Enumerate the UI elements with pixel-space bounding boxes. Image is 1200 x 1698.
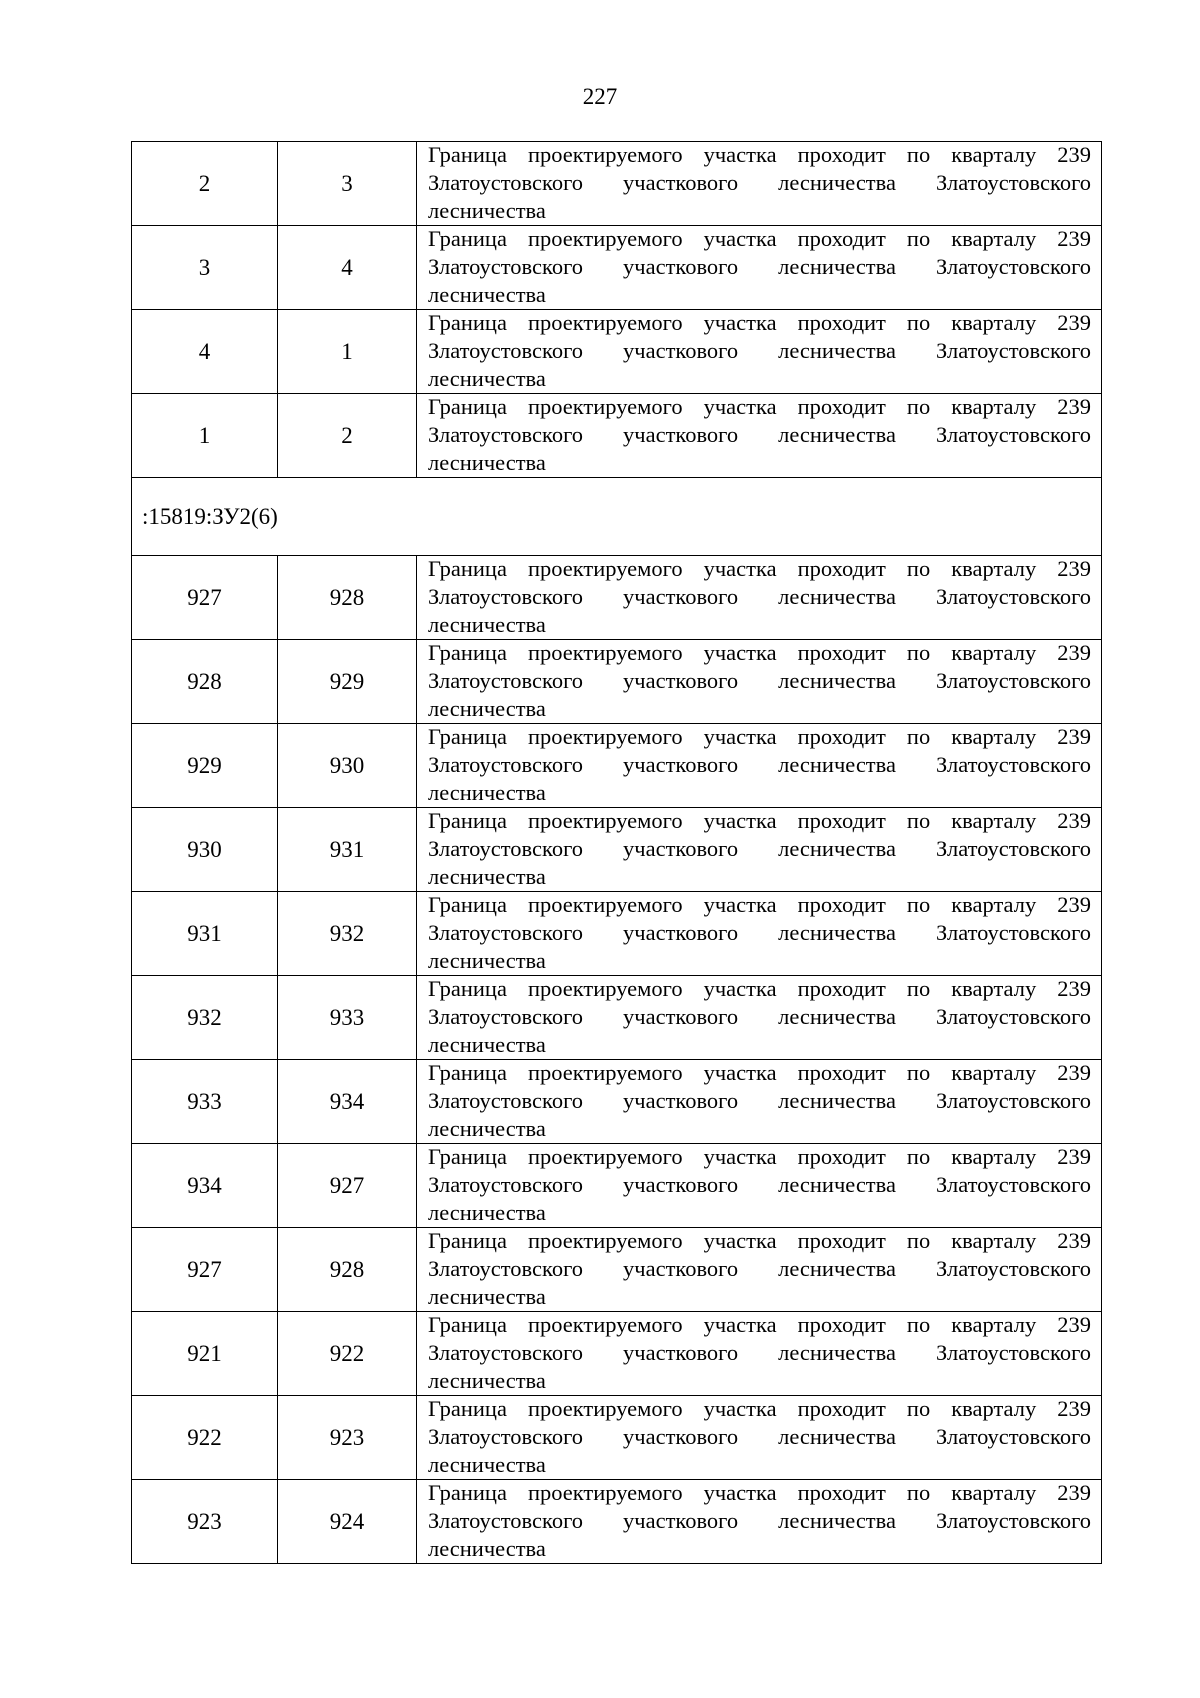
description-text: Граница проектируемого участка проходит по кварталу 239 Златоустовского участкового лесничества Златоустовского лесничества	[428, 226, 1091, 307]
boundary-table	[131, 141, 1102, 1564]
description-cell	[417, 640, 1102, 724]
description-cell	[417, 1060, 1102, 1144]
description-text: Граница проектируемого участка проходит по кварталу 239 Златоустовского участкового лесничества Златоустовского лесничества	[428, 1396, 1091, 1477]
description-text: Граница проектируемого участка проходит по кварталу 239 Златоустовского участкового лесничества Златоустовского лесничества	[428, 640, 1091, 721]
to-point-cell: 1	[278, 310, 417, 394]
description-cell	[417, 310, 1102, 394]
page-number: 227	[582, 84, 618, 109]
to-point-cell: 922	[278, 1312, 417, 1396]
description-cell	[417, 892, 1102, 976]
from-point-cell: 931	[132, 892, 278, 976]
table-row	[132, 142, 1102, 226]
from-point-cell: 921	[132, 1312, 278, 1396]
description-text: Граница проектируемого участка проходит по кварталу 239 Златоустовского участкового лесничества Златоустовского лесничества	[428, 1312, 1091, 1393]
description-cell	[417, 724, 1102, 808]
from-point-cell: 927	[132, 556, 278, 640]
table-row	[132, 310, 1102, 394]
from-point-cell: 934	[132, 1144, 278, 1228]
table-row	[132, 394, 1102, 478]
table-row	[132, 640, 1102, 724]
from-point-cell: 928	[132, 640, 278, 724]
description-text: Граница проектируемого участка проходит по кварталу 239 Златоустовского участкового лесничества Златоустовского лесничества	[428, 976, 1091, 1057]
boundary-table-body	[132, 142, 1102, 1564]
to-point-cell: 927	[278, 1144, 417, 1228]
from-point-cell: 933	[132, 1060, 278, 1144]
from-point-cell: 3	[132, 226, 278, 310]
to-point-cell: 928	[278, 556, 417, 640]
to-point-cell: 934	[278, 1060, 417, 1144]
description-cell	[417, 1312, 1102, 1396]
description-text: Граница проектируемого участка проходит по кварталу 239 Златоустовского участкового лесничества Златоустовского лесничества	[428, 142, 1091, 223]
section-row	[132, 478, 1102, 556]
table-row	[132, 1312, 1102, 1396]
description-text: Граница проектируемого участка проходит по кварталу 239 Златоустовского участкового лесничества Златоустовского лесничества	[428, 1144, 1091, 1225]
description-text: Граница проектируемого участка проходит по кварталу 239 Златоустовского участкового лесничества Златоустовского лесничества	[428, 1480, 1091, 1561]
from-point-cell: 930	[132, 808, 278, 892]
from-point-cell: 923	[132, 1480, 278, 1564]
description-text: Граница проектируемого участка проходит по кварталу 239 Златоустовского участкового лесничества Златоустовского лесничества	[428, 310, 1091, 391]
to-point-cell: 930	[278, 724, 417, 808]
description-cell	[417, 394, 1102, 478]
description-text: Граница проектируемого участка проходит по кварталу 239 Златоустовского участкового лесничества Златоустовского лесничества	[428, 808, 1091, 889]
from-point-cell: 4	[132, 310, 278, 394]
table-row	[132, 226, 1102, 310]
description-cell	[417, 1396, 1102, 1480]
from-point-cell: 1	[132, 394, 278, 478]
to-point-cell: 4	[278, 226, 417, 310]
from-point-cell: 922	[132, 1396, 278, 1480]
from-point-cell: 932	[132, 976, 278, 1060]
from-point-cell: 929	[132, 724, 278, 808]
description-cell	[417, 556, 1102, 640]
table-row	[132, 724, 1102, 808]
description-text: Граница проектируемого участка проходит по кварталу 239 Златоустовского участкового лесничества Златоустовского лесничества	[428, 892, 1091, 973]
description-cell	[417, 1480, 1102, 1564]
table-row	[132, 1480, 1102, 1564]
to-point-cell: 923	[278, 1396, 417, 1480]
description-text: Граница проектируемого участка проходит по кварталу 239 Златоустовского участкового лесничества Златоустовского лесничества	[428, 394, 1091, 475]
description-text: Граница проектируемого участка проходит по кварталу 239 Златоустовского участкового лесничества Златоустовского лесничества	[428, 724, 1091, 805]
table-row	[132, 892, 1102, 976]
description-text: Граница проектируемого участка проходит по кварталу 239 Златоустовского участкового лесничества Златоустовского лесничества	[428, 1228, 1091, 1309]
description-text: Граница проектируемого участка проходит по кварталу 239 Златоустовского участкового лесничества Златоустовского лесничества	[428, 1060, 1091, 1141]
description-cell	[417, 1144, 1102, 1228]
table-row	[132, 1228, 1102, 1312]
table-row	[132, 808, 1102, 892]
to-point-cell: 2	[278, 394, 417, 478]
to-point-cell: 924	[278, 1480, 417, 1564]
table-row	[132, 1060, 1102, 1144]
to-point-cell: 932	[278, 892, 417, 976]
description-text: Граница проектируемого участка проходит по кварталу 239 Златоустовского участкового лесничества Златоустовского лесничества	[428, 556, 1091, 637]
description-cell	[417, 226, 1102, 310]
to-point-cell: 928	[278, 1228, 417, 1312]
from-point-cell: 927	[132, 1228, 278, 1312]
to-point-cell: 931	[278, 808, 417, 892]
table-row	[132, 556, 1102, 640]
to-point-cell: 933	[278, 976, 417, 1060]
description-cell	[417, 142, 1102, 226]
table-row	[132, 976, 1102, 1060]
from-point-cell: 2	[132, 142, 278, 226]
to-point-cell: 3	[278, 142, 417, 226]
table-row	[132, 1396, 1102, 1480]
description-cell	[417, 976, 1102, 1060]
to-point-cell: 929	[278, 640, 417, 724]
section-label: :15819:ЗУ2(6)	[132, 478, 1102, 556]
table-row	[132, 1144, 1102, 1228]
description-cell	[417, 808, 1102, 892]
description-cell	[417, 1228, 1102, 1312]
